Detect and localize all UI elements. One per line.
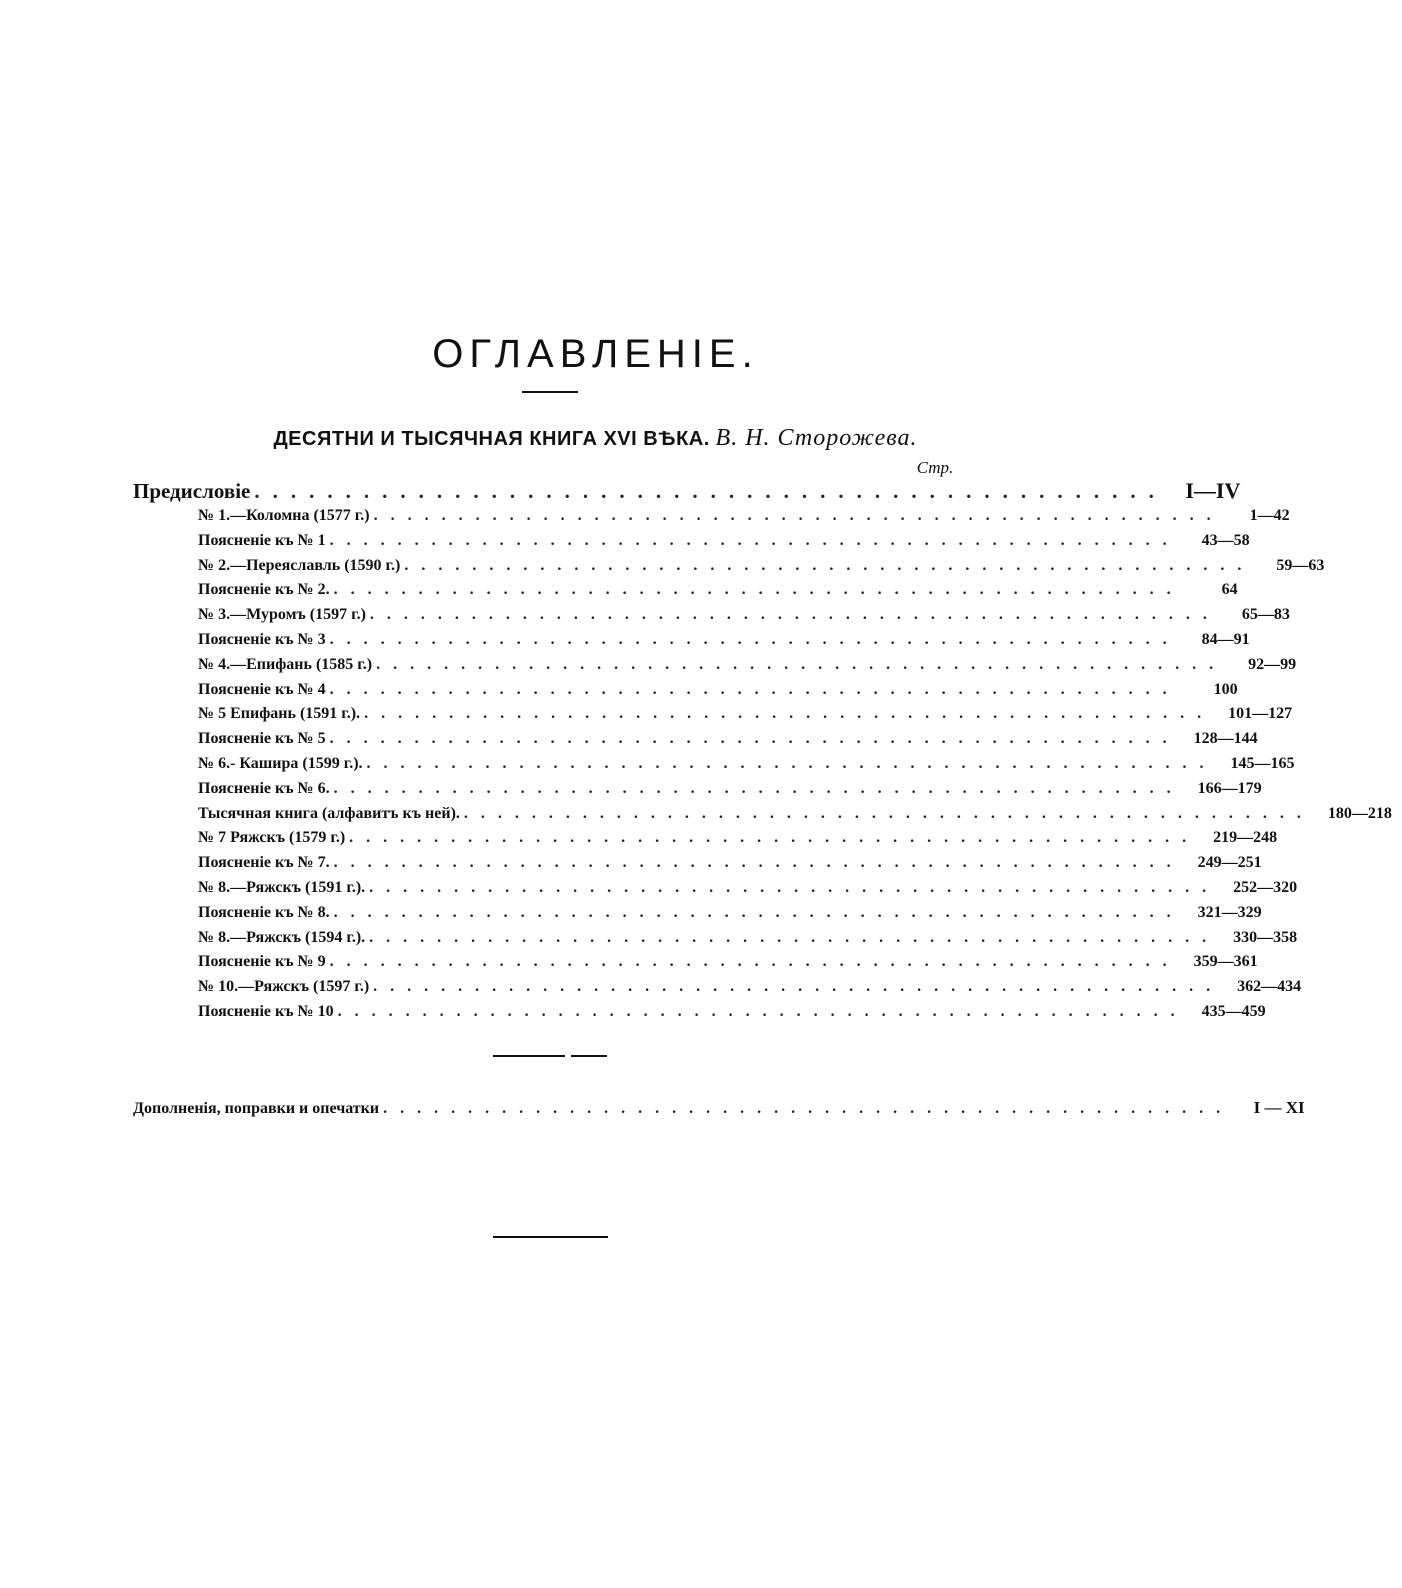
dot-leader: .................................................. bbox=[337, 1003, 1188, 1020]
page-title: ОГЛАВЛЕНІЕ. bbox=[432, 332, 759, 376]
toc-entry[interactable] bbox=[198, 703, 1293, 725]
toc-entry-pages: 100 bbox=[1213, 680, 1238, 698]
dot-leader: .................................................. bbox=[369, 879, 1220, 896]
toc-entry[interactable] bbox=[198, 976, 1302, 998]
toc-entry[interactable] bbox=[198, 927, 1298, 949]
dot-leader: .................................................. bbox=[329, 680, 1180, 698]
toc-entry-label: Поясненіе къ № 8. bbox=[198, 903, 330, 921]
toc-entry-pages: 64 bbox=[1221, 581, 1238, 599]
toc-entry-pages: 359—361 bbox=[1193, 953, 1258, 971]
toc-entry-label: Поясненіе къ № 2. bbox=[198, 581, 330, 599]
dot-leader: .................................................. bbox=[376, 655, 1227, 673]
toc-entry-label: Поясненіе къ № 9 bbox=[198, 953, 326, 971]
toc-entry-label: № 4.—Епифань (1585 г.) bbox=[198, 655, 373, 673]
book-title: ДЕСЯТНИ И ТЫСЯЧНАЯ КНИГА XVI ВѢКА. bbox=[273, 428, 710, 450]
toc-entry-pages: 219—248 bbox=[1213, 829, 1278, 847]
dot-leader: .................................................. bbox=[333, 779, 1184, 797]
toc-entry[interactable] bbox=[198, 753, 1295, 775]
toc-entry-label: № 10.—Ряжскъ (1597 г.) bbox=[198, 978, 370, 996]
toc-entry[interactable] bbox=[198, 877, 1298, 899]
book-author: В. Н. Сторожева. bbox=[715, 425, 918, 451]
toc-entry-pages: 435—459 bbox=[1201, 1003, 1266, 1020]
toc-entry-pages: I—IV bbox=[1185, 478, 1241, 503]
toc-entry-label: Поясненіе къ № 4 bbox=[198, 680, 326, 698]
toc-entry[interactable] bbox=[198, 505, 1290, 527]
toc-entry[interactable] bbox=[198, 827, 1278, 849]
toc-entry[interactable] bbox=[198, 530, 1250, 552]
toc-entry[interactable] bbox=[198, 654, 1297, 676]
toc-entry-pages: 145—165 bbox=[1230, 755, 1295, 772]
dot-leader: .................................................. bbox=[369, 606, 1220, 624]
toc-entry-pages: 166—179 bbox=[1197, 779, 1262, 797]
dot-leader: .................................................. bbox=[373, 507, 1224, 524]
dot-leader: .................................................. bbox=[329, 631, 1180, 648]
toc-entry-label: № 7 Ряжскъ (1579 г.) bbox=[198, 829, 346, 847]
dot-leader: .................................................. bbox=[369, 928, 1220, 946]
toc-entry-pages: 92—99 bbox=[1248, 655, 1297, 673]
dot-leader: .................................................. bbox=[373, 978, 1224, 996]
toc-entry-pages: 362—434 bbox=[1237, 978, 1302, 996]
toc-entry-label: Поясненіе къ № 10 bbox=[198, 1003, 334, 1020]
toc-entry[interactable] bbox=[198, 555, 1325, 577]
dot-leader: .................................................. bbox=[333, 903, 1184, 921]
toc-entry-supplement[interactable] bbox=[133, 1096, 1305, 1121]
toc-entry-pages: 252—320 bbox=[1233, 879, 1298, 896]
toc-entry[interactable] bbox=[198, 629, 1250, 651]
toc-entry-label: № 6.- Кашира (1599 г.). bbox=[198, 755, 363, 772]
toc-entry-pages: 84—91 bbox=[1201, 631, 1250, 648]
toc-entry-pages: 65—83 bbox=[1241, 606, 1290, 624]
dot-leader: .................................................. bbox=[463, 804, 1314, 822]
dot-leader: .................................................. bbox=[366, 755, 1217, 772]
toc-entry-label: № 1.—Коломна (1577 г.) bbox=[198, 507, 370, 524]
toc-entry[interactable] bbox=[198, 852, 1262, 874]
toc-entry-preface[interactable] bbox=[133, 478, 1241, 504]
toc-entry-pages: 101—127 bbox=[1228, 705, 1293, 723]
toc-entry[interactable] bbox=[198, 604, 1290, 626]
toc-entry-pages: 128—144 bbox=[1193, 730, 1258, 748]
toc-entry-pages: I — XI bbox=[1253, 1098, 1305, 1117]
dot-leader: .................................................. bbox=[349, 829, 1200, 847]
toc-entry-label: № 5 Епифань (1591 г.). bbox=[198, 705, 361, 723]
dot-leader: .................................................. bbox=[364, 705, 1215, 723]
toc-entry[interactable] bbox=[198, 579, 1238, 601]
toc-entry[interactable] bbox=[198, 778, 1262, 800]
toc-entry-label: Поясненіе къ № 7. bbox=[198, 854, 330, 872]
toc-entry-label: Тысячная книга (алфавитъ къ ней). bbox=[198, 804, 460, 822]
toc-entry-label: Поясненіе къ № 5 bbox=[198, 730, 326, 748]
toc-entry-label: № 3.—Муромъ (1597 г.) bbox=[198, 606, 366, 624]
page-column-label: Стр. bbox=[916, 458, 954, 477]
dot-leader: .................................................. bbox=[333, 581, 1184, 599]
toc-entry-label: № 8.—Ряжскъ (1594 г.). bbox=[198, 928, 366, 946]
toc-entry-label: Дополненія, поправки и опечатки bbox=[133, 1100, 380, 1117]
toc-entry[interactable] bbox=[198, 951, 1258, 973]
dot-leader: .................................................. bbox=[329, 531, 1180, 549]
section-divider bbox=[493, 1055, 565, 1057]
toc-entry[interactable] bbox=[198, 728, 1258, 750]
toc-entry-pages: 321—329 bbox=[1197, 903, 1262, 921]
toc-entry-pages: 1—42 bbox=[1249, 507, 1290, 524]
toc-entry-label: Поясненіе къ № 3 bbox=[198, 631, 326, 648]
toc-entry-label: Поясненіе къ № 1 bbox=[198, 531, 326, 549]
dot-leader: .................................................. bbox=[329, 730, 1180, 748]
toc-entry-label: Поясненіе къ № 6. bbox=[198, 779, 330, 797]
closing-rule bbox=[493, 1236, 608, 1238]
dot-leader: .................................................. bbox=[333, 854, 1184, 872]
dot-leader: .................................................. bbox=[404, 556, 1255, 574]
toc-entry-pages: 330—358 bbox=[1233, 928, 1298, 946]
section-divider-short bbox=[571, 1055, 607, 1057]
dot-leader: .................................................. bbox=[254, 479, 1167, 503]
toc-entry-label: № 2.—Переяславль (1590 г.) bbox=[198, 556, 401, 574]
toc-entry-pages: 249—251 bbox=[1197, 854, 1262, 872]
toc-entry[interactable] bbox=[198, 803, 1392, 825]
toc-entry[interactable] bbox=[198, 902, 1262, 924]
toc-entry[interactable] bbox=[198, 1001, 1266, 1023]
toc-entry[interactable] bbox=[198, 679, 1238, 701]
toc-entry-label: № 8.—Ряжскъ (1591 г.). bbox=[198, 879, 366, 896]
toc-entry-label: Предисловіе bbox=[133, 479, 251, 503]
toc-entry-pages: 59—63 bbox=[1276, 556, 1325, 574]
toc-entry-pages: 180—218 bbox=[1327, 804, 1392, 822]
dot-leader: .................................................. bbox=[329, 953, 1180, 971]
toc-entry-pages: 43—58 bbox=[1201, 531, 1250, 549]
dot-leader: .................................................. bbox=[383, 1100, 1234, 1117]
